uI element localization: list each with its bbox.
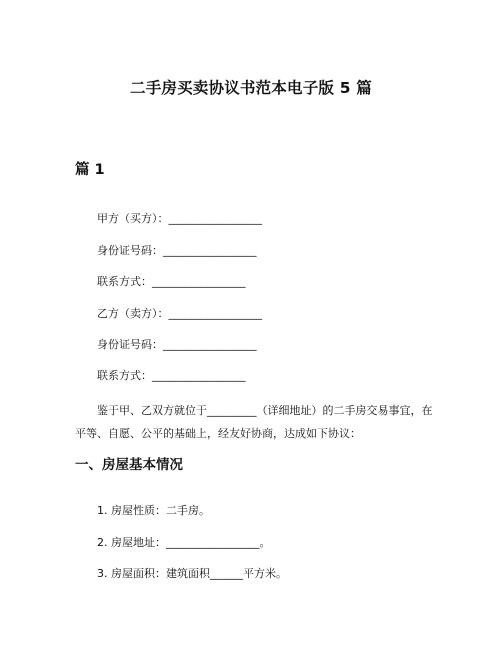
intro-paragraph: 鉴于甲、乙双方就位于_________（详细地址）的二手房交易事宜，在平等、自愿、公平的基础上，经友好协商，达成如下协议： (75, 404, 433, 440)
buyer-contact-line: 联系方式：_________________ (97, 275, 246, 288)
buyer-name-line: 甲方（买方）：_________________ (97, 212, 262, 225)
seller-contact-line: 联系方式：_________________ (97, 369, 246, 382)
buyer-id-line: 身份证号码：_________________ (97, 244, 257, 257)
seller-id-line: 身份证号码：_________________ (97, 338, 257, 351)
list-item-property-type: 1. 房屋性质：二手房。 (97, 504, 210, 517)
list-item-property-area: 3. 房屋面积：建筑面积______平方米。 (97, 567, 287, 580)
chapter-heading: 一、房屋基本情况 (75, 457, 183, 473)
list-item-property-address: 2. 房屋地址：_________________。 (97, 536, 271, 549)
section-heading: 篇 1 (75, 162, 105, 178)
document-title: 二手房买卖协议书范本电子版 5 篇 (130, 79, 372, 97)
seller-name-line: 乙方（卖方）：_________________ (97, 307, 262, 320)
